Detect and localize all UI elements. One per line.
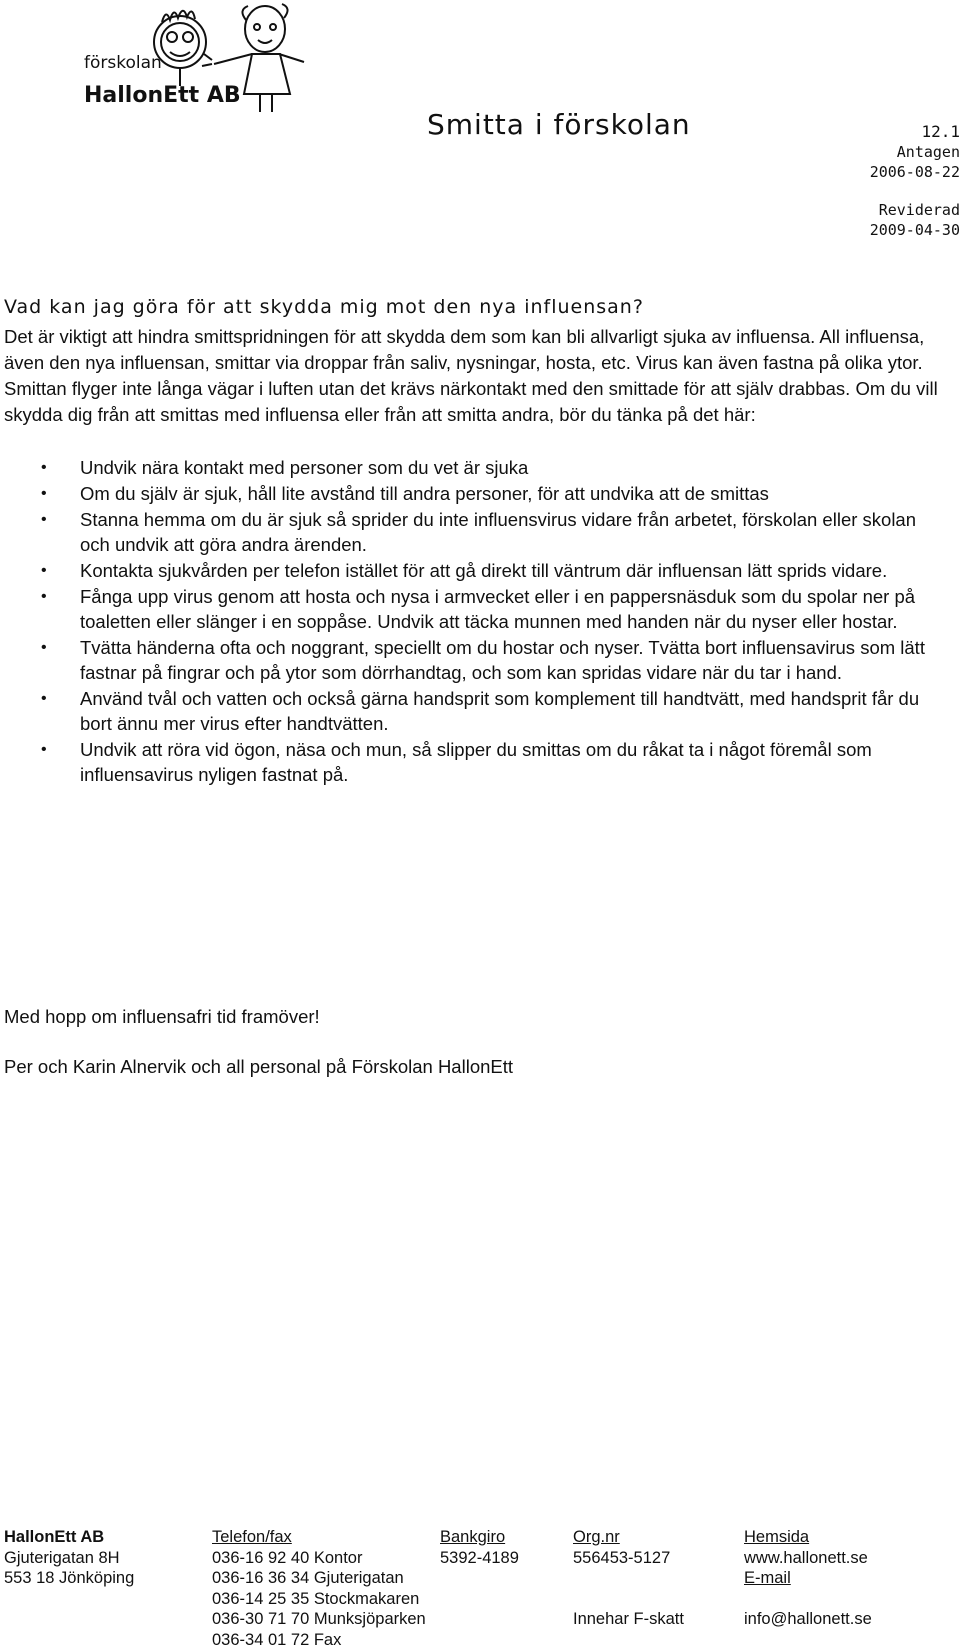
email-label: E-mail <box>744 1568 872 1589</box>
bullet-icon: • <box>41 558 47 583</box>
bullet-icon: • <box>41 507 47 532</box>
preschool-logo <box>84 2 314 118</box>
list-item-text: Kontakta sjukvården per telefon istället för att gå direkt till väntrum där influensan lätt sprids vidare. <box>80 560 887 581</box>
bullet-icon: • <box>41 455 47 480</box>
list-item-text: Fånga upp virus genom att hosta och nysa i armvecket eller i en pappersnäsduk som du spolar ner på toaletten eller slänger i en soppåse. Undvik att täcka munnen med handen när du nyser eller hostar. <box>80 586 915 632</box>
footer-company <box>4 1527 134 1589</box>
bank-value: 5392-4189 <box>440 1548 519 1569</box>
phone-line: 036-14 25 35 Stockmakaren <box>212 1589 426 1610</box>
phone-line: 036-34 01 72 Fax <box>212 1630 426 1650</box>
list-item-text: Undvik att röra vid ögon, näsa och mun, så slipper du smittas om du råkat ta i något föremål som influensavirus nyligen fastnat på. <box>80 739 872 785</box>
company-street: Gjuterigatan 8H <box>4 1548 134 1569</box>
closing-line: Med hopp om influensafri tid framöver! <box>4 1004 320 1030</box>
phone-label: Telefon/fax <box>212 1527 426 1548</box>
list-item-text: Stanna hemma om du är sjuk så sprider du inte influensvirus vidare från arbetet, förskolan eller skolan och undvik att göra andra ärenden. <box>80 509 916 555</box>
list-item-text: Undvik nära kontakt med personer som du vet är sjuka <box>80 457 528 478</box>
document-title: Smitta i förskolan <box>427 108 691 141</box>
phone-line: 036-30 71 70 Munksjöparken <box>212 1609 426 1630</box>
document-meta <box>800 122 960 240</box>
website-label: Hemsida <box>744 1527 872 1548</box>
list-item <box>4 737 944 787</box>
footer-phone <box>212 1527 426 1650</box>
logo-drawing-icon <box>84 2 314 118</box>
section-heading: Vad kan jag göra för att skydda mig mot den nya influensan? <box>4 294 944 320</box>
bullet-icon: • <box>41 686 47 711</box>
list-item-text: Använd tvål och vatten och också gärna handsprit som komplement till handtvätt, med handsprit får du bort ännu mer virus efter handtvätten. <box>80 688 919 734</box>
list-item <box>4 558 944 583</box>
logo-text-forskolan: förskolan <box>84 53 162 73</box>
phone-line: 036-16 92 40 Kontor <box>212 1548 426 1569</box>
revised-date: 2009-04-30 <box>800 220 960 240</box>
document-number: 12.1 <box>800 122 960 142</box>
email-link[interactable]: info@hallonett.se <box>744 1609 872 1630</box>
tax-status: Innehar F-skatt <box>573 1609 684 1630</box>
advice-list <box>4 455 944 787</box>
adopted-date: 2006-08-22 <box>800 162 960 182</box>
company-name: HallonEtt AB <box>4 1527 134 1548</box>
website-link[interactable]: www.hallonett.se <box>744 1548 872 1569</box>
list-item <box>4 584 944 634</box>
bank-label: Bankgiro <box>440 1527 519 1548</box>
logo-text-company: HallonEtt AB <box>84 83 241 108</box>
footer-org <box>573 1527 684 1630</box>
list-item <box>4 507 944 557</box>
revised-label: Reviderad <box>800 200 960 220</box>
bullet-icon: • <box>41 635 47 660</box>
footer-web <box>744 1527 872 1630</box>
list-item <box>4 635 944 685</box>
document-body <box>4 294 944 788</box>
bullet-icon: • <box>41 737 47 762</box>
list-item-text: Om du själv är sjuk, håll lite avstånd till andra personer, för att undvika att de smittas <box>80 483 769 504</box>
org-value: 556453-5127 <box>573 1548 684 1569</box>
list-item-text: Tvätta händerna ofta och noggrant, speciellt om du hostar och nyser. Tvätta bort influensavirus som lätt fastnar på fingrar och på ytor som dörrhandtag, och som kan spridas vidare när du tar i hand. <box>80 637 925 683</box>
company-city: 553 18 Jönköping <box>4 1568 134 1589</box>
bullet-icon: • <box>41 584 47 609</box>
intro-paragraph: Det är viktigt att hindra smittspridningen för att skydda dem som kan bli allvarligt sjuka av influensa. All influensa, även den nya influensan, smittar via droppar från saliv, nysningar, hosta, etc. Virus kan även fastna på olika ytor. Smittan flyger inte långa vägar i luften utan det krävs närkontakt med den smittade för att själv drabbas. Om du vill skydda dig från att smittas med influensa eller från att smitta andra, bör du tänka på det här: <box>4 324 944 428</box>
adopted-label: Antagen <box>800 142 960 162</box>
footer <box>0 1527 960 1649</box>
footer-bank <box>440 1527 519 1568</box>
list-item <box>4 686 944 736</box>
bullet-icon: • <box>41 481 47 506</box>
list-item <box>4 455 944 480</box>
list-item <box>4 481 944 506</box>
phone-line: 036-16 36 34 Gjuterigatan <box>212 1568 426 1589</box>
org-label: Org.nr <box>573 1527 684 1548</box>
signature-line: Per och Karin Alnervik och all personal på Förskolan HallonEtt <box>4 1054 513 1080</box>
